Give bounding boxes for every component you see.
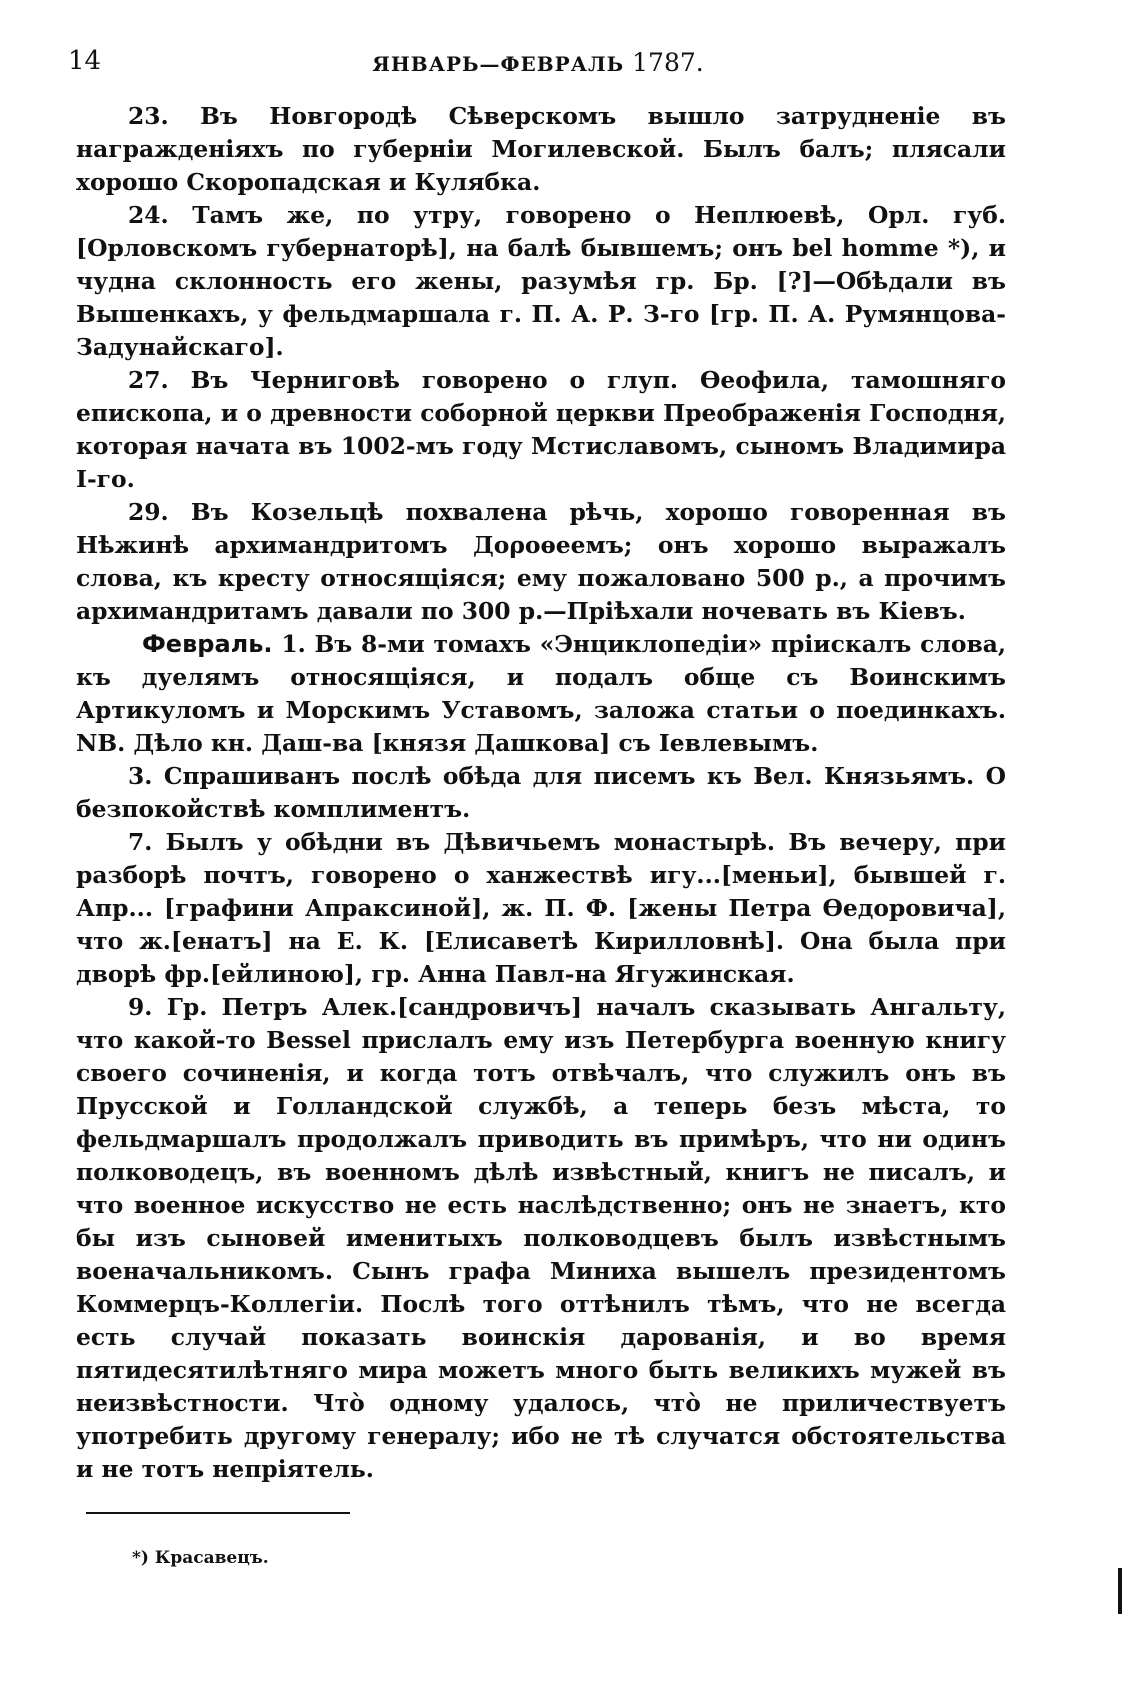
page-header bbox=[68, 46, 1008, 86]
entry-jan-27: 27. Въ Черниговѣ говорено о глуп. Ѳеофила, тамошняго епископа, и о древности соборной церкви Преображенія Господня, которая начата въ 1002-мъ году Мстиславомъ, сыномъ Владимира I-го. bbox=[76, 366, 1006, 493]
diary-text bbox=[76, 100, 1006, 1486]
entry-feb-1-text: 1. Въ 8-ми томахъ «Энциклопедіи» пріискалъ слова, къ дуелямъ относящіяся, и подалъ обще съ Воинскимъ Артикуломъ и Морскимъ Уставомъ, заложа статьи о поединкахъ. NB. Дѣло кн. Даш-ва [князя Дашкова] съ Іевлевымъ. bbox=[76, 630, 1006, 757]
entry-feb-7: 7. Былъ у обѣдни въ Дѣвичьемъ монастырѣ. Въ вечеру, при разборѣ почтъ, говорено о ханжествѣ игу...[меньи], бывшей г. Апр... [графини Апраксиной], ж. П. Ф. [жены Петра Ѳедоровича], что ж.[енатъ] на Е. К. [Елисаветѣ Кирилловнѣ]. Она была при дворѣ фр.[ейлиною], гр. Анна Павл-на Ягужинская. bbox=[76, 828, 1006, 988]
running-title bbox=[68, 48, 1008, 77]
entry-feb-1 bbox=[76, 628, 1006, 760]
footnote: *) Красавецъ. bbox=[132, 1548, 269, 1568]
entry-feb-3: 3. Спрашиванъ послѣ обѣда для писемъ къ Вел. Князьямъ. О безпокойствѣ комплиментъ. bbox=[76, 762, 1006, 823]
running-title-year: 1787. bbox=[632, 48, 704, 77]
running-title-months: ЯНВАРЬ—ФЕВРАЛЬ bbox=[372, 52, 625, 76]
entry-jan-23: 23. Въ Новгородѣ Сѣверскомъ вышло затрудненіе въ награжденіяхъ по губерніи Могилевской. Былъ балъ; плясали хорошо Скоропадская и Кулябка. bbox=[76, 102, 1006, 196]
entry-feb-9: 9. Гр. Петръ Алек.[сандровичъ] началъ сказывать Ангальту, что какой-то Bessel прислалъ ему изъ Петербурга военную книгу своего сочиненія, и когда тотъ отвѣчалъ, что служилъ онъ въ Прусской и Голландской службѣ, а теперь безъ мѣста, то фельдмаршалъ продолжалъ приводить въ примѣръ, что ни одинъ полководецъ, въ военномъ дѣлѣ извѣстный, книгъ не писалъ, и что военное искусство не есть наслѣдственно; онъ не знаетъ, кто бы изъ сыновей именитыхъ полководцевъ былъ извѣстнымъ военачальникомъ. Сынъ графа Миниха вышелъ президентомъ Коммерцъ-Коллегіи. Послѣ того оттѣнилъ тѣмъ, что не всегда есть случай показать воинскія дарованія, и во время пятидесятилѣтняго мира можетъ много быть великихъ мужей въ неизвѣстности. Что̀ одному удалось, что̀ не приличествуетъ употребить другому генералу; ибо не тѣ случатся обстоятельства и не тотъ непріятель. bbox=[76, 993, 1006, 1483]
page-number: 14 bbox=[68, 46, 102, 76]
entry-jan-29: 29. Въ Козельцѣ похвалена рѣчь, хорошо говоренная въ Нѣжинѣ архимандритомъ Доροѳеемъ; онъ хорошо выражалъ слова, къ кресту относящіяся; ему пожаловано 500 р., а прочимъ архимандритамъ давали по 300 р.—Пріѣхали ночевать въ Кіевъ. bbox=[76, 498, 1006, 625]
entry-jan-24: 24. Тамъ же, по утру, говорено о Неплюевѣ, Орл. губ. [Орловскомъ губернаторѣ], на балѣ бывшемъ; онъ bel homme *), и чудна склонность его жены, разумѣя гр. Бр. [?]—Обѣдали въ Вышенкахъ, у фельдмаршала г. П. А. Р. З-го [гр. П. А. Румянцова-Задунайскаго]. bbox=[76, 201, 1006, 361]
footnote-divider bbox=[86, 1512, 350, 1514]
margin-mark bbox=[1118, 1568, 1122, 1614]
month-heading-february: Февраль. bbox=[142, 630, 273, 658]
